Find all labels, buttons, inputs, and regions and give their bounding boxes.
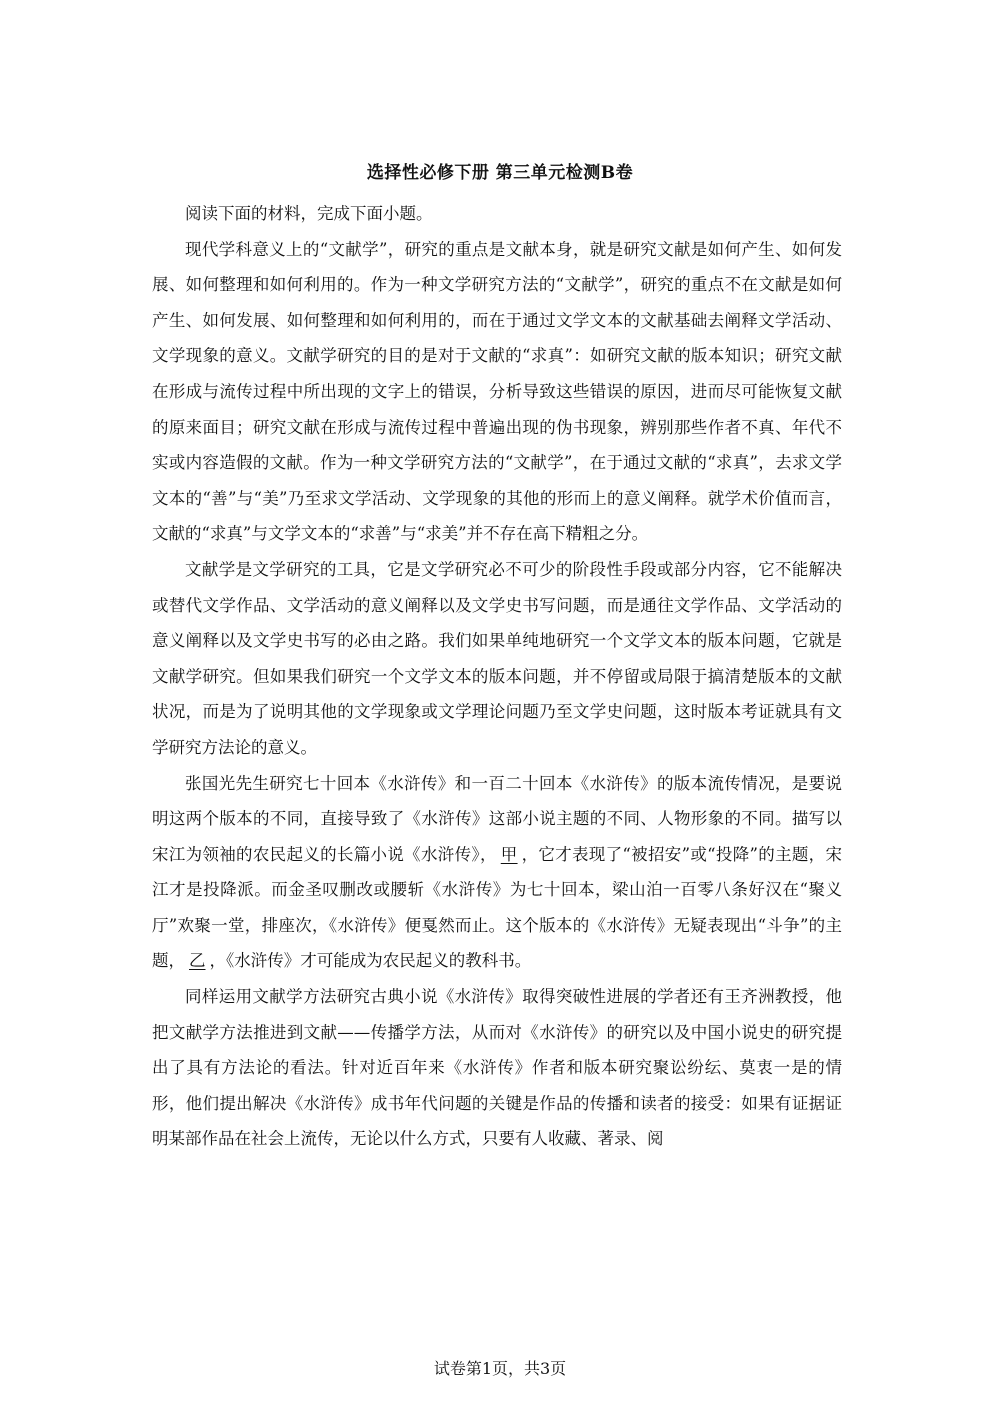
page-title: 选择性必修下册 第三单元检测B卷 bbox=[366, 163, 634, 183]
passage-paragraph-3 bbox=[152, 766, 842, 980]
paragraph-3-text-a: 张国光先生研究七十回本《水浒传》和一百二十回本《水浒传》的版本流传情况，是要说明这两个版本的不同，直接导致了《水浒传》这部小说主题的不同、人物形象的不同。描写以宋江为领袖的农民起义的长篇小说《水浒传》， bbox=[152, 773, 842, 864]
reading-passage bbox=[152, 196, 842, 1157]
page-footer: 试卷第1页，共3页 bbox=[433, 1359, 567, 1378]
passage-paragraph-4: 同样运用文献学方法研究古典小说《水浒传》取得突破性进展的学者还有王齐洲教授，他把文献学方法推进到文献——传播学方法，从而对《水浒传》的研究以及中国小说史的研究提出了具有方法论的看法。针对近百年来《水浒传》作者和版本研究聚讼纷纭、莫衷一是的情形，他们提出解决《水浒传》成书年代问题的关键是作品的传播和读者的接受：如果有证据证明某部作品在社会上流传，无论以什么方式，只要有人收藏、著录、阅 bbox=[152, 987, 842, 1149]
blank-yi: 乙 bbox=[189, 951, 206, 971]
passage-paragraph-1: 现代学科意义上的“文献学”，研究的重点是文献本身，就是研究文献是如何产生、如何发展、如何整理和如何利用的。作为一种文学研究方法的“文献学”，研究的重点不在文献是如何产生、如何发展、如何整理和如何利用的，而在于通过文学文本的文献基础去阐释文学活动、文学现象的意义。文献学研究的目的是对于文献的“求真”：如研究文献的版本知识；研究文献在形成与流传过程中所出现的文字上的错误，分析导致这些错误的原因，进而尽可能恢复文献的原来面目；研究文献在形成与流传过程中普遍出现的伪书现象，辨别那些作者不真、年代不实或内容造假的文献。作为一种文学研究方法的“文献学”，在于通过文献的“求真”，去求文学文本的“善”与“美”乃至求文学活动、文学现象的其他的形而上的意义阐释。就学术价值而言，文献的“求真”与文学文本的“求善”与“求美”并不存在高下精粗之分。 bbox=[152, 239, 842, 544]
paragraph-3-text-c: ，《水浒传》才可能成为农民起义的教科书。 bbox=[209, 951, 532, 971]
intro-instruction: 阅读下面的材料，完成下面小题。 bbox=[185, 204, 433, 223]
paragraph-3-text-b: ，它才表现了“被招安”或“投降”的主题，宋江才是投降派。而金圣叹删改或腰斩《水浒传》为七十回本，梁山泊一百零八条好汉在“聚义厅”欢聚一堂，排座次，《水浒传》便戛然而止。这个版本的《水浒传》无疑表现出“斗争”的主题， bbox=[152, 844, 842, 971]
blank-jia: 甲 bbox=[500, 844, 518, 864]
passage-paragraph-2: 文献学是文学研究的工具，它是文学研究必不可少的阶段性手段或部分内容，它不能解决或替代文学作品、文学活动的意义阐释以及文学史书写问题，而是通往文学作品、文学活动的意义阐释以及文学史书写的必由之路。我们如果单纯地研究一个文学文本的版本问题，它就是文献学研究。但如果我们研究一个文学文本的版本问题，并不停留或局限于搞清楚版本的文献状况，而是为了说明其他的文学现象或文学理论问题乃至文学史问题，这时版本考证就具有文学研究方法论的意义。 bbox=[152, 559, 842, 757]
